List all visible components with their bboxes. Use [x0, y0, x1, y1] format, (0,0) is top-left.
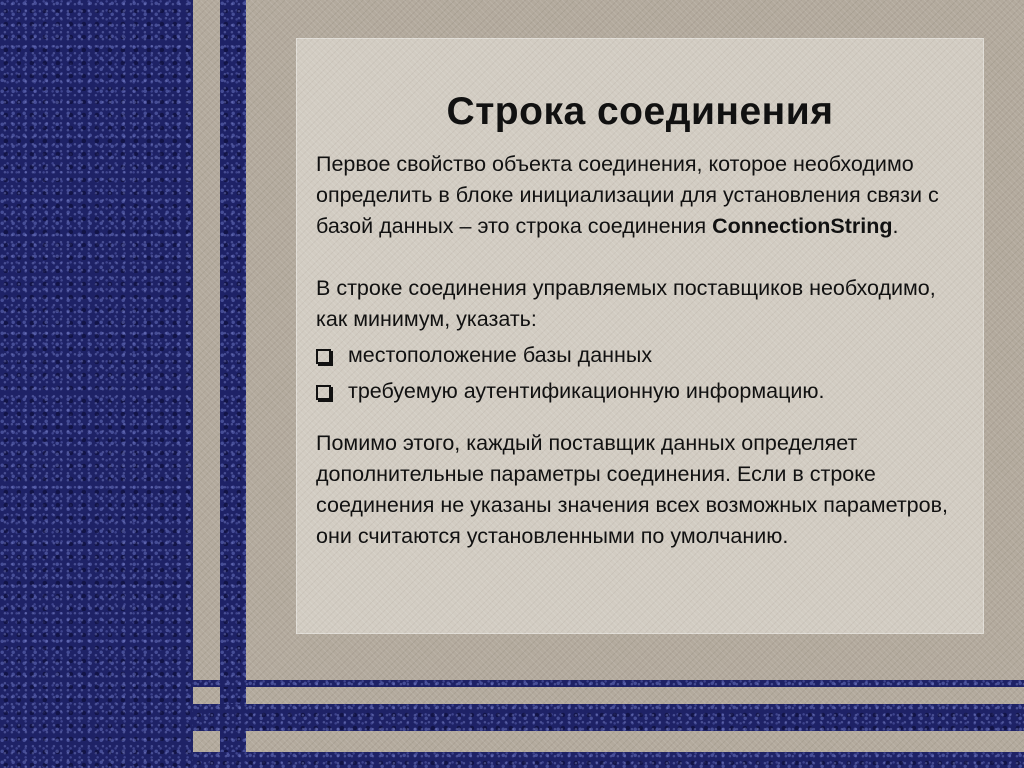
paragraph-additional-parameters: Помимо этого, каждый поставщик данных определяет дополнительные параметры соединения. Если в строке соединения не указаны значения всех возможных параметров, они считаются установленными по умолчанию. — [316, 431, 948, 548]
horizontal-decorative-stripe-thin — [193, 680, 1024, 687]
slide-content-panel — [296, 38, 984, 634]
list-item-label: требуемую аутентификационную информацию. — [348, 379, 825, 403]
paragraph-1-text: Первое свойство объекта соединения, которое необходимо определить в блоке инициализации для установления связи с базой данных – это строка соединения — [316, 152, 939, 238]
list-item — [316, 376, 825, 412]
checkbox-icon — [316, 385, 331, 400]
checkbox-icon — [316, 349, 331, 364]
left-decorative-panel — [0, 0, 193, 768]
paragraph-requirements: В строке соединения управляемых поставщиков необходимо, как минимум, указать: — [316, 276, 936, 331]
list-item-label: местоположение базы данных — [348, 343, 653, 367]
horizontal-decorative-stripe-wide — [193, 704, 1024, 731]
paragraph-connection-string — [316, 149, 966, 242]
requirements-list — [316, 340, 825, 412]
slide-title: Строка соединения — [446, 90, 834, 133]
connection-string-term: ConnectionString — [712, 214, 893, 238]
vertical-decorative-stripe — [220, 0, 246, 768]
horizontal-decorative-stripe-bottom — [193, 752, 1024, 768]
paragraph-1-end: . — [892, 214, 899, 238]
list-item — [316, 340, 825, 376]
